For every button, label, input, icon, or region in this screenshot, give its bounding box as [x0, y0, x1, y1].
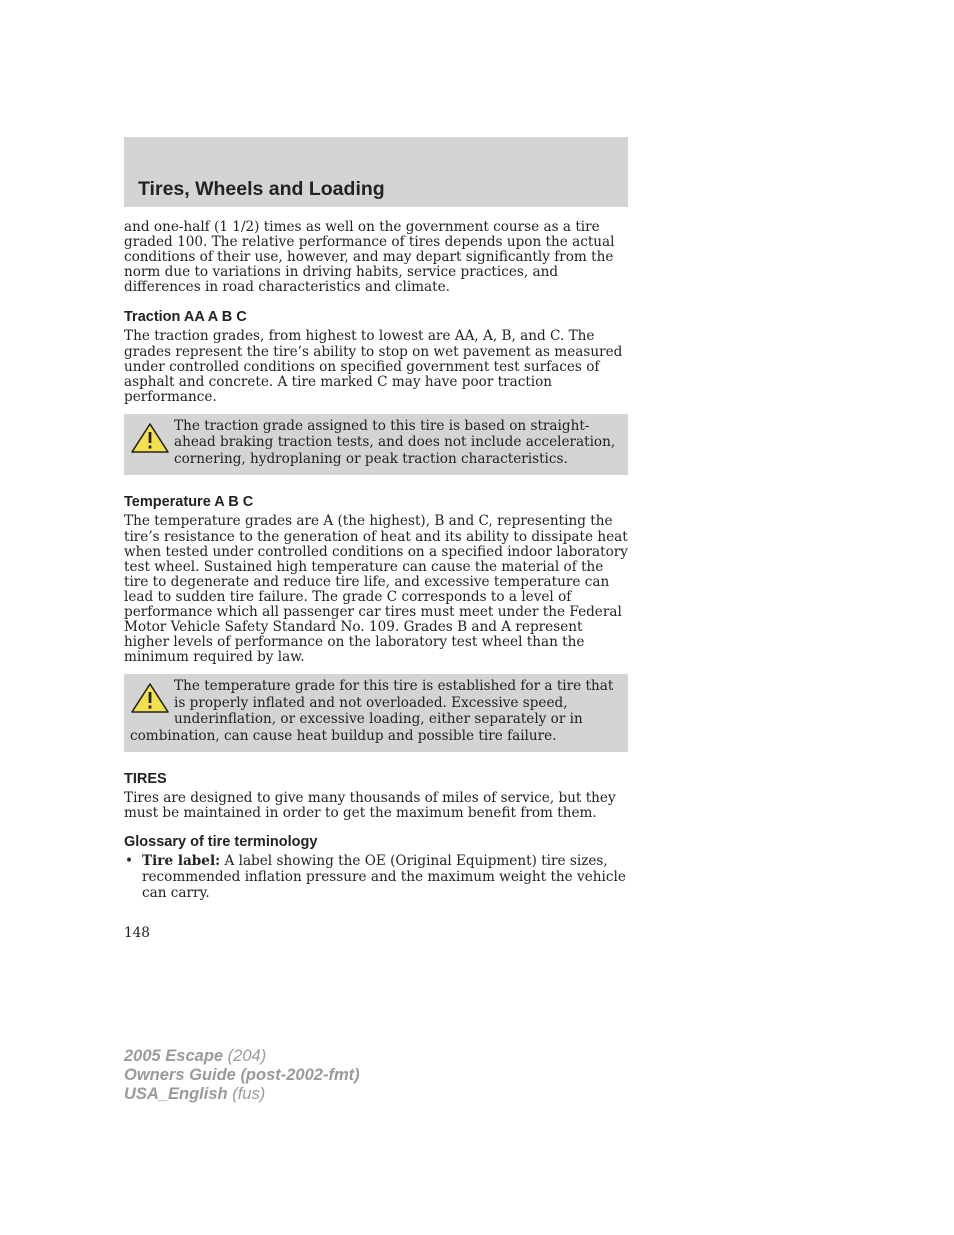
warning-triangle-icon	[130, 682, 170, 714]
traction-paragraph: The traction grades, from highest to lowest are AA, A, B, and C. The grades represent the tire’s ability to stop on wet pavement as measured under controlled conditions on specified government test surfaces of asphalt and concrete. A tire marked C may have poor traction performance.	[124, 328, 623, 405]
section-header	[124, 137, 628, 207]
list-item	[124, 853, 628, 901]
main-content	[124, 220, 628, 901]
glossary-term: Tire label:	[142, 852, 221, 869]
warning-box-traction	[124, 414, 628, 476]
heading-glossary: Glossary of tire terminology	[124, 833, 318, 850]
footer-line-3	[124, 1085, 360, 1104]
heading-tires: TIRES	[124, 771, 167, 788]
footer-line-1	[124, 1047, 360, 1066]
glossary-definition: A label showing the OE (Original Equipment) tire sizes, recommended inflation pressure and the maximum weight the vehicle can carry.	[142, 852, 626, 901]
heading-traction: Traction AA A B C	[124, 309, 247, 326]
footer-line-2	[124, 1066, 360, 1085]
warning-box-temperature	[124, 674, 628, 752]
footer-model: 2005 Escape	[124, 1047, 224, 1065]
warning-text-temperature: The temperature grade for this tire is established for a tire that is properly inflated and not overloaded. Excessive speed, underinflation, or excessive loading, either separately or in combination, can cause heat buildup and possible tire failure.	[130, 678, 614, 744]
heading-temperature: Temperature A B C	[124, 494, 254, 511]
footer-language-code: (fus)	[227, 1085, 266, 1103]
section-title: Tires, Wheels and Loading	[138, 178, 385, 200]
warning-triangle-icon	[130, 422, 170, 454]
footer-guide: Owners Guide (post-2002-fmt)	[124, 1066, 360, 1084]
intro-paragraph: and one-half (1 1/2) times as well on the government course as a tire graded 100. The relative performance of tires depends upon the actual conditions of their use, however, and may depart significantly from the norm due to variations in driving habits, service practices, and differences in road characteristics and climate.	[124, 219, 615, 296]
page-number: 148	[124, 925, 150, 941]
footer-language: USA_English	[124, 1085, 228, 1103]
glossary-list	[124, 853, 628, 901]
warning-text-traction: The traction grade assigned to this tire is based on straight-ahead braking traction tests, and does not include acceleration, cornering, hydroplaning or peak traction characteristics.	[174, 417, 616, 467]
footer-model-code: (204)	[223, 1047, 267, 1065]
temperature-paragraph: The temperature grades are A (the highest), B and C, representing the tire’s resistance to the generation of heat and its ability to dissipate heat when tested under controlled conditions on a specified indoor laboratory test wheel. Sustained high temperature can cause the material of the tire to degenerate and reduce tire life, and excessive temperature can lead to sudden tire failure. The grade C corresponds to a level of performance which all passenger car tires must meet under the Federal Motor Vehicle Safety Standard No. 109. Grades B and A represent higher levels of performance on the laboratory test wheel than the minimum required by law.	[124, 513, 628, 666]
tires-paragraph: Tires are designed to give many thousands of miles of service, but they must be maintained in order to get the maximum benefit from them.	[124, 790, 616, 822]
bullet: •	[125, 852, 134, 869]
document-footer	[124, 1047, 360, 1104]
